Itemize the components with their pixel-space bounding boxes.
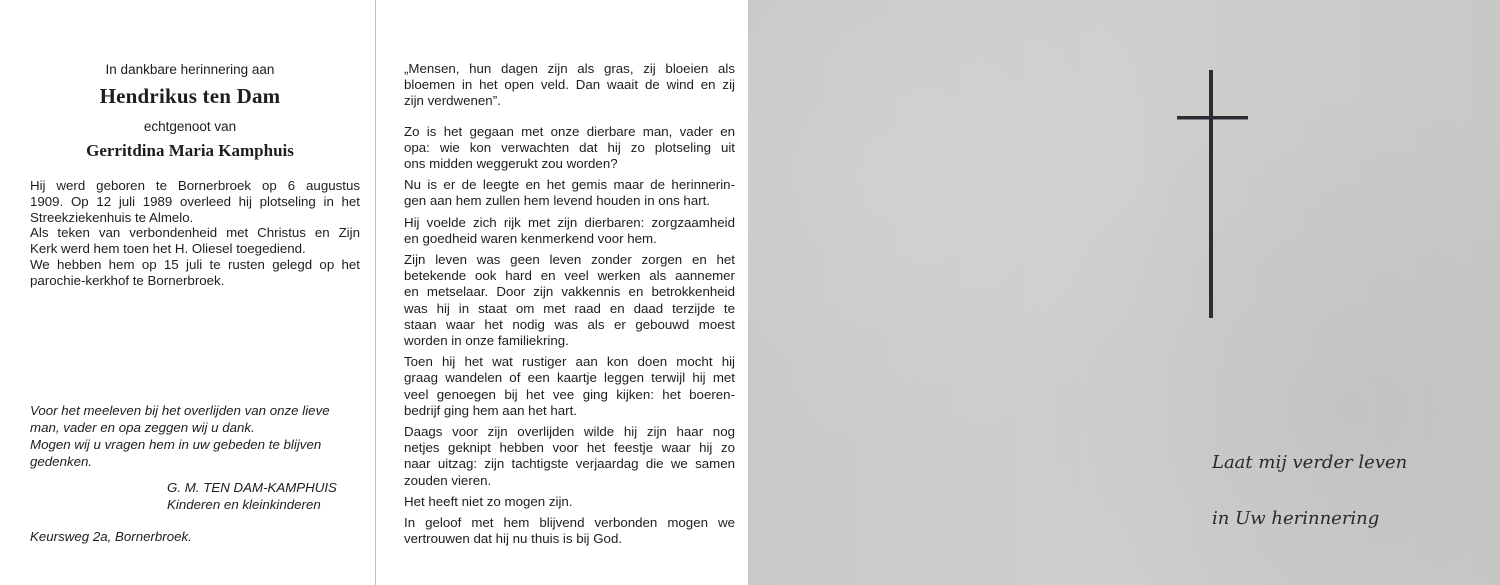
text-line: man, vader en opa zeggen wij u dank. (30, 420, 255, 435)
closing-line-2: in Uw herinnering (1212, 508, 1380, 529)
text-line: Mogen wij u vragen hem in uw gebeden te blijven (30, 437, 322, 452)
text-line: veel genoegen bij het vee ging kijken: het boeren- (404, 386, 735, 402)
text-line: Het heeft niet zo mogen zijn. (404, 493, 573, 509)
text-line: netjes geknipt hebben voor het feestje waar hij zo (404, 440, 735, 456)
text-line: en metselaar. Door zijn vakkennis en betrokkenheid (404, 284, 735, 300)
signature (167, 479, 337, 513)
spouse-intro-text: echtgenoot van (143, 119, 237, 134)
text-line: In geloof met hem blijvend verbonden mogen we (404, 515, 735, 531)
text-line: Hij voelde zich rijk met zijn dierbaren: zorgzaamheid (404, 214, 735, 230)
eulogy-paragraph (404, 252, 735, 349)
text-line: Hij werd geboren te Bornerbroek op 6 augustus (30, 178, 360, 193)
eulogy-text (404, 61, 735, 552)
text-line: opa: wie kon verwachten dat hij zo plotseling uit (404, 139, 735, 155)
eulogy-paragraph (404, 515, 735, 547)
text-line: zouden vieren. (404, 472, 492, 488)
eulogy-paragraph (404, 354, 735, 419)
eulogy-paragraph (404, 124, 735, 173)
text-line: gedenken. (30, 454, 93, 469)
text-line: Kerk werd hem toen het H. Oliesel toegediend. (30, 241, 306, 257)
text-line: betekende ook hard en veel werken als aannemer (404, 268, 735, 284)
text-line: graag wandelen of een kaartje leggen terwijl hij met (404, 370, 735, 386)
address: Keursweg 2a, Bornerbroek. (30, 529, 192, 544)
text-line: 1909. Op 12 juli 1989 overleed hij plotseling in het (30, 193, 360, 209)
text-line: Daags voor zijn overlijden wilde hij zijn haar nog (404, 424, 735, 440)
text-line: bedrijf ging hem aan het hart. (404, 402, 577, 418)
text-line: Streekziekenhuis te Almelo. (30, 209, 194, 225)
text-line: Nu is er de leegte en het gemis maar de herinnerin- (404, 177, 735, 193)
text-line: bloemen in het open veld. Dan waait de wind en zij (404, 77, 735, 93)
bio-paragraph (30, 178, 360, 225)
text-line: ons midden weggerukt zou worden? (404, 156, 618, 172)
text-line: zijn verdwenen”. (404, 93, 501, 109)
text-line: „Mensen, hun dagen zijn als gras, zij bloeien als (404, 61, 735, 76)
text-line: worden in onze familiekring. (404, 333, 569, 349)
closing-line-1: Laat mij verder leven (1212, 452, 1408, 473)
intro-text: In dankbare herinnering aan (105, 62, 275, 77)
cover-panel (748, 0, 1500, 585)
cross-icon (1175, 70, 1250, 320)
text-line: We hebben hem op 15 juli te rusten gelegd op het (30, 256, 360, 272)
spouse-name: Gerritdina Maria Kamphuis (86, 141, 294, 160)
eulogy-paragraph (404, 424, 735, 489)
thanks-text (30, 402, 370, 470)
text-line: vertrouwen dat hij nu thuis is bij God. (404, 531, 623, 547)
text-line: Zo is het gegaan met onze dierbare man, vader en (404, 123, 735, 139)
deceased-name: Hendrikus ten Dam (99, 84, 281, 108)
text-line: Zijn leven was geen leven zonder zorgen en het (404, 252, 735, 268)
text-line: naar uitzag: zijn tachtigste verjaardag die we samen (404, 456, 735, 472)
biography (30, 178, 360, 289)
text-line: Toen hij het wat rustiger aan kon doen mocht hij (404, 354, 735, 370)
bio-paragraph (30, 225, 360, 257)
text-line: parochie-kerkhof te Bornerbroek. (30, 272, 225, 288)
eulogy-paragraph (404, 215, 735, 247)
eulogy-paragraph (404, 494, 735, 510)
text-line: en goedheid waren kenmerkend voor hem. (404, 230, 657, 246)
signature-family: Kinderen en kleinkinderen (167, 497, 321, 512)
signature-name: G. M. TEN DAM-KAMPHUIS (167, 480, 337, 495)
bio-paragraph (30, 257, 360, 289)
eulogy-paragraph (404, 61, 735, 110)
text-line: was hij in staat om met raad en daad terzijde te (404, 300, 735, 316)
eulogy-paragraph (404, 177, 735, 209)
text-line: Als teken van verbondenheid met Christus en Zijn (30, 225, 360, 241)
text-line: staan waar het nodig was als er gebouwd moest (404, 316, 735, 332)
text-line: Voor het meeleven bij het overlijden van onze lieve (30, 403, 330, 418)
text-line: gen aan hem zullen hem levend houden in ons hart. (404, 193, 711, 209)
